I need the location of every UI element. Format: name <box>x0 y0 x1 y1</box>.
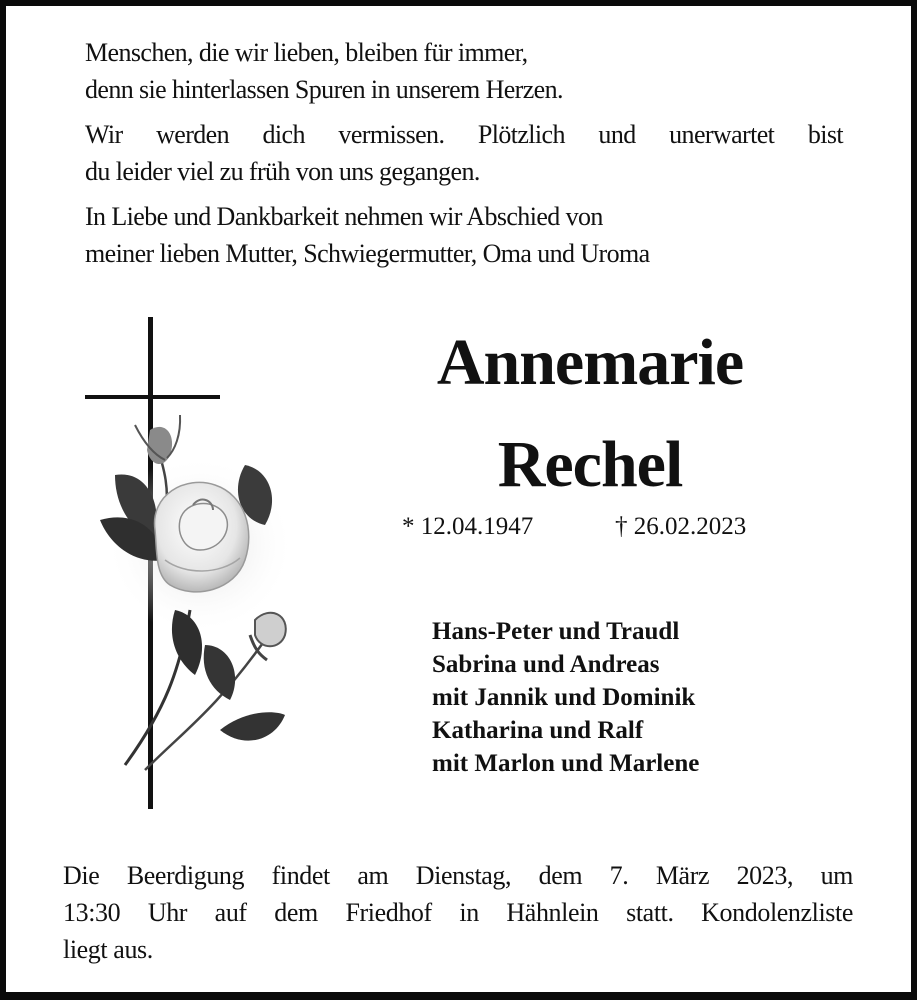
family-member: Sabrina und Andreas <box>432 651 660 678</box>
intro-paragraph-2 <box>85 116 865 190</box>
family-member: Katharina und Ralf <box>432 717 644 744</box>
funeral-line: 13:30 Uhr auf dem Friedhof in Hähnlein statt. Kondolenzliste <box>63 898 853 927</box>
deceased-first-name: Annemarie <box>436 326 744 399</box>
deceased-last-name: Rechel <box>497 428 683 501</box>
family-member: mit Marlon und Marlene <box>432 750 700 777</box>
intro-paragraph-3 <box>85 198 865 272</box>
intro-line: Menschen, die wir lieben, bleiben für immer, <box>85 38 528 67</box>
birth-date: * 12.04.1947 <box>402 513 534 540</box>
intro-line: Wir werden dich vermissen. Plötzlich und unerwartet bist <box>85 120 843 149</box>
death-date: † 26.02.2023 <box>615 513 747 540</box>
intro-line: du leider viel zu früh von uns gegangen. <box>85 157 480 186</box>
cross-horizontal-bar <box>85 395 220 399</box>
intro-line: meiner lieben Mutter, Schwiegermutter, Oma und Uroma <box>85 239 650 268</box>
funeral-details <box>63 857 853 968</box>
funeral-line: Die Beerdigung findet am Dienstag, dem 7. März 2023, um <box>63 861 853 890</box>
family-list <box>432 615 699 780</box>
intro-line: denn sie hinterlassen Spuren in unserem Herzen. <box>85 75 563 104</box>
intro-paragraph-1 <box>85 34 865 108</box>
rose-illustration <box>95 410 295 790</box>
family-member: Hans-Peter und Traudl <box>432 618 680 645</box>
intro-text <box>85 34 865 280</box>
family-member: mit Jannik und Dominik <box>432 684 696 711</box>
funeral-line: liegt aus. <box>63 935 153 964</box>
intro-line: In Liebe und Dankbarkeit nehmen wir Abschied von <box>85 202 603 231</box>
